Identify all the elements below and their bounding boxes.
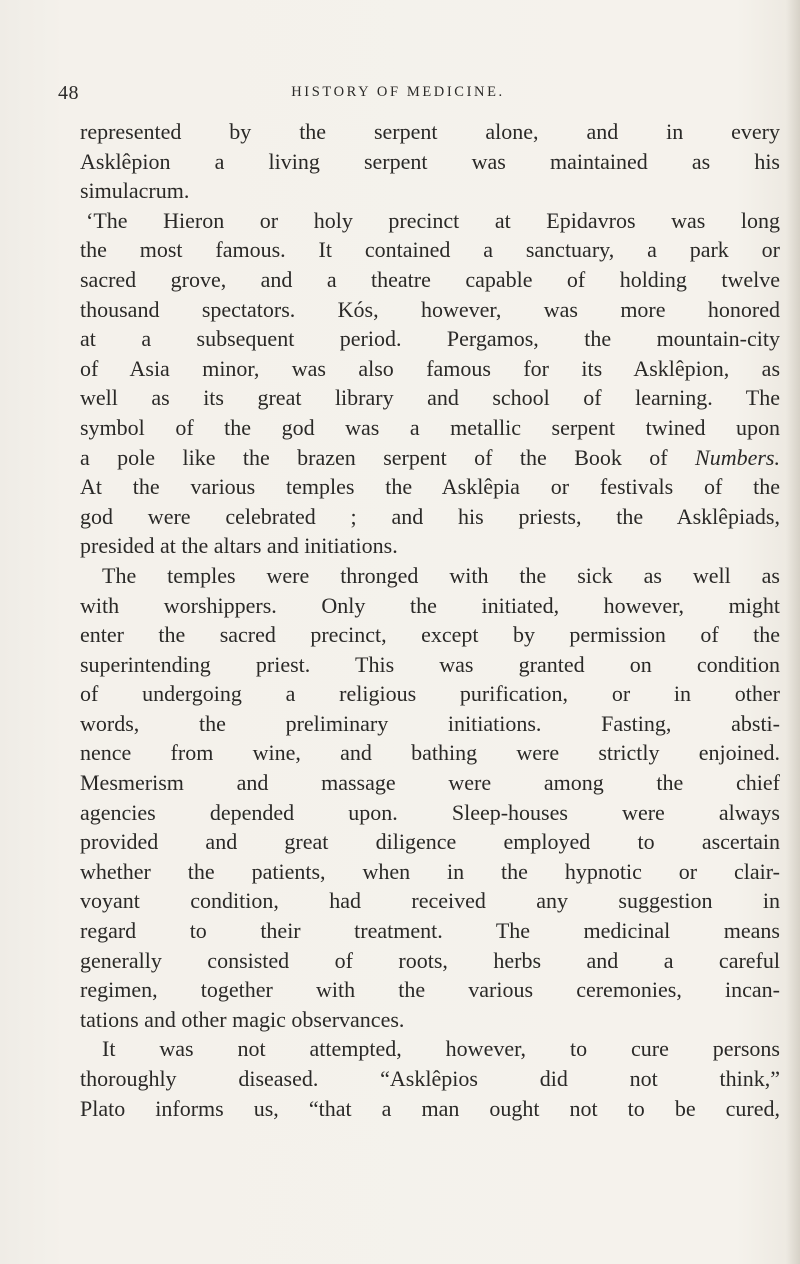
text-line: represented by the serpent alone, and in every: [80, 119, 780, 144]
page-number: 48: [58, 82, 79, 104]
text-line: The temples were thronged with the sick as well as: [102, 562, 780, 588]
text-line: thoroughly diseased. “Asklêpios did not think,”: [80, 1066, 780, 1091]
text-line: simulacrum.: [80, 178, 190, 204]
text-line: whether the patients, when in the hypnotic or clair-: [80, 858, 780, 884]
text-line: At the various temples the Asklêpia or festivals of the: [80, 474, 780, 500]
text-line: nence from wine, and bathing were strictly enjoined.: [80, 740, 780, 766]
text-line: god were celebrated ; and his priests, the Asklêpiads,: [80, 503, 780, 529]
text-line: presided at the altars and initiations.: [80, 533, 398, 559]
page-edge-shadow: [786, 0, 800, 1264]
text-line: at a subsequent period. Pergamos, the mountain-city: [80, 326, 780, 352]
text-line: Mesmerism and massage were among the chief: [80, 770, 780, 796]
page-header: [58, 82, 738, 104]
text-line: Asklêpion a living serpent was maintained as his: [80, 148, 780, 174]
text-line: well as its great library and school of learning. The: [80, 385, 780, 411]
text-line: the most famous. It contained a sanctuary, a park or: [80, 237, 780, 263]
text-line: It was not attempted, however, to cure persons: [102, 1036, 780, 1062]
text-line: ‘The Hieron or holy precinct at Epidavros was long: [86, 207, 780, 233]
text-line: regard to their treatment. The medicinal means: [80, 918, 780, 944]
text-line: with worshippers. Only the initiated, however, might: [80, 592, 780, 618]
text-line: generally consisted of roots, herbs and a careful: [80, 947, 780, 973]
text-line: superintending priest. This was granted on condition: [80, 651, 780, 677]
text-line: sacred grove, and a theatre capable of holding twelve: [80, 266, 780, 292]
italic-book-title: Numbers.: [695, 444, 780, 470]
running-head: HISTORY OF MEDICINE.: [291, 84, 505, 100]
text-line: thousand spectators. Kós, however, was more honored: [80, 296, 780, 322]
body-text: [80, 117, 780, 1123]
text-line: symbol of the god was a metallic serpent twined upon: [80, 414, 780, 440]
text-line: voyant condition, had received any suggestion in: [80, 888, 780, 914]
text-line: Plato informs us, “that a man ought not to be cured,: [80, 1095, 780, 1121]
text-line: of undergoing a religious purification, or in other: [80, 681, 780, 707]
text-line: words, the preliminary initiations. Fasting, absti-: [80, 710, 780, 736]
text-line: regimen, together with the various ceremonies, incan-: [80, 977, 780, 1003]
text-line: of Asia minor, was also famous for its Asklêpion, as: [80, 355, 780, 381]
text-line: tations and other magic observances.: [80, 1006, 405, 1032]
text-line-with-italic: [80, 443, 780, 473]
text-line: enter the sacred precinct, except by permission of the: [80, 622, 780, 648]
text-line: provided and great diligence employed to ascertain: [80, 829, 780, 855]
text-segment: a pole like the brazen serpent of the Book of: [80, 444, 668, 470]
text-line: agencies depended upon. Sleep-houses were always: [80, 799, 780, 825]
